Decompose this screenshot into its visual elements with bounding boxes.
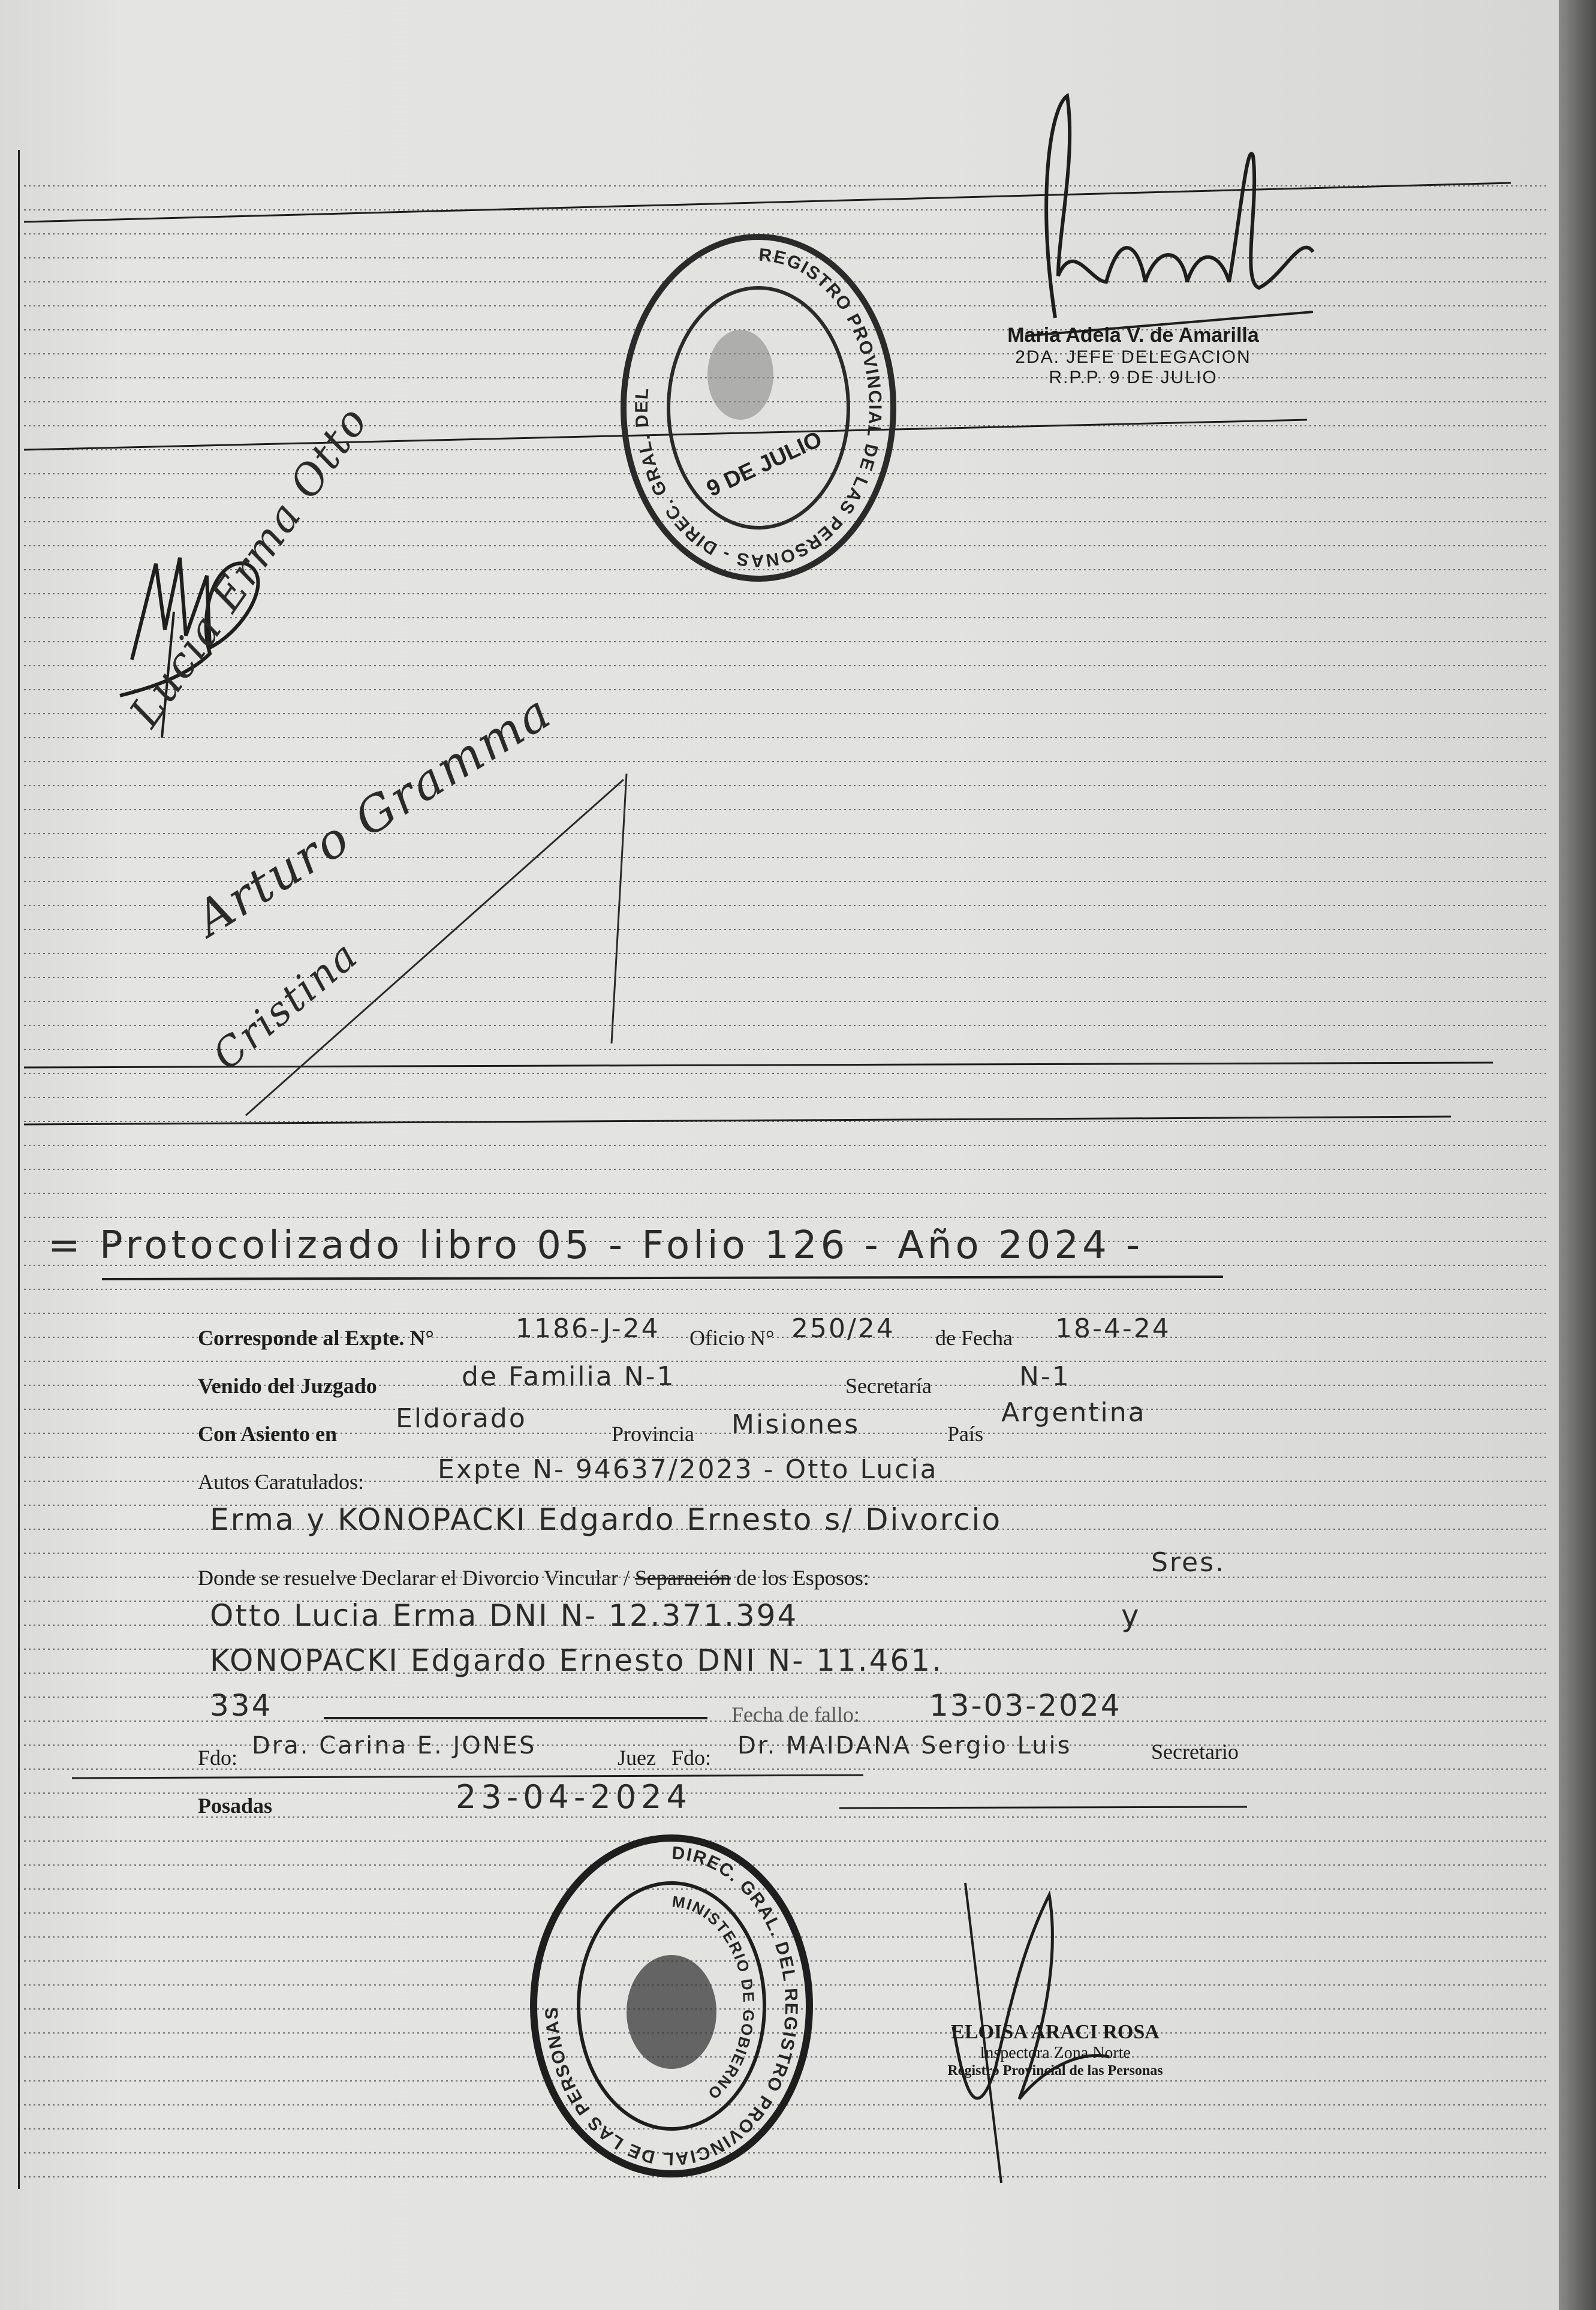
resuelve-label: Donde se resuelve Declarar el Divorcio Vincular / (198, 1566, 630, 1590)
resuelve-text (198, 1565, 869, 1590)
juez-value: Dra. Carina E. JONES (252, 1732, 537, 1759)
top-signatory-title: 2DA. JEFE DELEGACION (1015, 347, 1251, 367)
separacion-struck: Separación (634, 1566, 731, 1590)
protocol-note: = Protocolizado libro 05 - Folio 126 - Año 2024 - (48, 1223, 1144, 1268)
bottom-stamp (528, 1832, 815, 2180)
oficio-label: Oficio N° (689, 1326, 775, 1350)
signature-arturo-gramma: Arturo Gramma (186, 683, 561, 947)
autos-value-line-1: Expte N- 94637/2023 - Otto Lucia (438, 1454, 938, 1485)
posadas-label: Posadas (198, 1794, 273, 1818)
oficio-value: 250/24 (791, 1313, 895, 1344)
page-edge-shadow (1559, 0, 1596, 2310)
expte-label: Corresponde al Expte. N° (198, 1326, 434, 1350)
posadas-value: 23-04-2024 (456, 1778, 692, 1816)
esposo-line-1: Otto Lucia Erma DNI N- 12.371.394 (210, 1598, 799, 1633)
protocol-underline (102, 1274, 1223, 1286)
juzgado-value: de Familia N-1 (462, 1361, 676, 1392)
fallo-label: Fecha de fallo: (731, 1703, 860, 1727)
asiento-value: Eldorado (396, 1403, 527, 1434)
esposos-label: de los Esposos: (736, 1566, 869, 1590)
fecha-value: 18-4-24 (1055, 1313, 1171, 1344)
esposo-line-1-y: y (1121, 1598, 1141, 1633)
esposo-line-3-dash (324, 1715, 707, 1721)
fallo-value: 13-03-2024 (929, 1688, 1122, 1723)
provincia-value: Misiones (731, 1409, 860, 1440)
secretario-label: Secretario (1151, 1740, 1239, 1764)
top-signatory-office: R.P.P. 9 DE JULIO (1049, 368, 1218, 387)
bottom-stamp-ring-text: DIREC. GRAL. DEL REGISTRO PROVINCIAL DE LAS PERSONAS (541, 1843, 802, 2169)
pais-value: Argentina (1001, 1397, 1146, 1428)
fdo2-label: Fdo: (671, 1746, 712, 1770)
posadas-underline (839, 1805, 1247, 1811)
asiento-label: Con Asiento en (198, 1422, 338, 1446)
autos-label: Autos Caratulados: (198, 1470, 364, 1494)
esposo-line-3: 334 (210, 1688, 273, 1723)
esposos-mark: Sres. (1151, 1547, 1226, 1578)
bottom-signatory-name: ELOISA ARACI ROSA (951, 2021, 1160, 2043)
fdo-line (198, 1745, 237, 1770)
signature-cristina: Cristina (204, 931, 368, 1079)
fecha-label: de Fecha (935, 1326, 1013, 1350)
secretaria-label: Secretaría (845, 1374, 932, 1398)
top-stamp-center-text: 9 DE JULIO (703, 426, 826, 502)
bottom-signatory-title: Inspectora Zona Norte (980, 2044, 1131, 2062)
secretaria-value: N-1 (1019, 1361, 1071, 1392)
bottom-signatory-office: Registro Provincial de las Personas (947, 2063, 1163, 2079)
provincia-label: Provincia (612, 1422, 694, 1446)
secretario-value: Dr. MAIDANA Sergio Luis (737, 1732, 1072, 1759)
bottom-signatory-block (887, 2021, 1223, 2079)
expte-value: 1186-J-24 (516, 1313, 660, 1344)
autos-value-line-2: Erma y KONOPACKI Edgardo Ernesto s/ Divorcio (210, 1502, 1002, 1537)
top-stamp-ring-text: REGISTRO PROVINCIAL DE LAS PERSONAS - DIREC. GRAL. DEL (631, 245, 886, 571)
juzgado-label: Venido del Juzgado (198, 1374, 377, 1398)
fdo-label: Fdo: (198, 1746, 238, 1770)
esposo-line-2: KONOPACKI Edgardo Ernesto DNI N- 11.461. (210, 1643, 943, 1678)
juez-label: Juez (618, 1746, 656, 1770)
coat-of-arms-icon (627, 1955, 716, 2069)
top-signatory-name: Maria Adela V. de Amarilla (1007, 324, 1259, 347)
pais-label: País (947, 1422, 984, 1446)
bottom-stamp-inner-text: MINISTERIO DE GOBIERNO (671, 1892, 758, 2104)
signature-lucia-erma-otto: Lucia Erma Otto (120, 396, 378, 736)
